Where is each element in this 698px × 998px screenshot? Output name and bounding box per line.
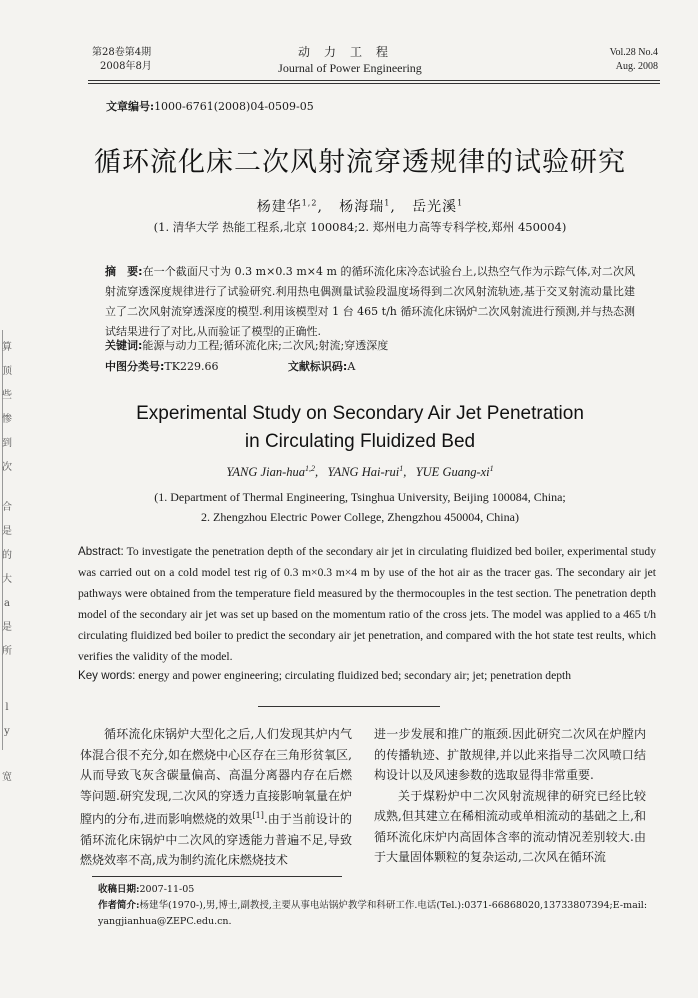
edge-char: y	[4, 726, 10, 737]
abstract-cn	[105, 262, 635, 342]
article-number-label: 文章编号:	[106, 100, 155, 113]
edge-char: 顶	[2, 366, 12, 377]
received-value: 2007-11-05	[139, 884, 195, 895]
body-paragraph: 进一步发展和推广的瓶颈.因此研究二次风在炉膛内的传播轨迹、扩散规律,并以此来指导二次风喷口结构设计以及风速参数的选取显得非常重要.	[374, 727, 646, 782]
keywords-en	[78, 669, 658, 682]
author-bio	[98, 898, 658, 914]
author-sup: 1	[489, 464, 494, 473]
author-sup: 1	[384, 198, 391, 208]
footnote-rule	[92, 876, 342, 877]
author-name: YUE Guang-xi	[415, 465, 490, 480]
abstract-cn-label: 摘 要:	[105, 265, 143, 278]
citation-ref: [1]	[252, 811, 264, 820]
footnote	[98, 882, 658, 930]
author-name: YANG Hai-rui	[327, 465, 400, 480]
edge-char: a	[4, 598, 10, 609]
journal-name	[250, 44, 450, 76]
edge-char: 大	[2, 574, 12, 585]
authors-en: YANG Jian-hua$^{1,2}$, YANG Hai-rui$^1$, YUE Guang-$xi^1$	[226, 464, 494, 480]
keywords-cn-label: 关键词:	[105, 339, 143, 352]
received-date	[98, 882, 658, 898]
paper-title-cn: 循环流化床二次风射流穿透规律的试验研究	[94, 147, 626, 178]
edge-char: 是	[2, 622, 12, 633]
volume-issue-en: Vol.28 No.4	[609, 47, 658, 58]
edge-char: l	[5, 702, 9, 713]
doc-code-label: 文献标识码:	[287, 360, 348, 373]
title-en-line: in Circulating Fluidized Bed	[244, 431, 476, 452]
header-volume-en	[540, 46, 658, 74]
binding-edge-text	[0, 340, 14, 786]
author-sup: 1,2	[304, 464, 315, 473]
date-cn: 2008年8月	[100, 61, 152, 72]
author-email: yangjianhua@ZEPC.edu.cn.	[98, 916, 232, 927]
authors-cn: 杨建华$^{1,2}$, 杨海瑞$^1$, 岳光溪$^1$	[256, 198, 464, 215]
edge-char: 惨	[2, 414, 12, 425]
article-number	[106, 98, 314, 114]
paper-title-en	[80, 400, 640, 456]
author-name: 杨建华	[256, 199, 302, 215]
author-sup: 1	[457, 198, 464, 208]
section-separator	[258, 706, 440, 707]
edge-char: 的	[2, 550, 12, 561]
edge-char: 所	[2, 646, 12, 657]
author-name: 岳光溪	[412, 199, 458, 215]
doc-code-value: A	[347, 360, 356, 373]
keywords-cn-text: 能源与动力工程;循环流化床;二次风;射流;穿透深度	[142, 339, 389, 352]
abstract-en-label: Abstract:	[78, 545, 124, 558]
edge-char: 些	[2, 390, 12, 401]
volume-issue-cn: 第28卷第4期	[92, 47, 152, 58]
received-label: 收稿日期:	[98, 884, 140, 895]
journal-name-en: Journal of Power Engineering	[278, 61, 422, 75]
author-bio-label: 作者简介:	[98, 900, 140, 911]
body-text: .由于当前设计的循环流化床锅炉中二次风的穿透能力普遍不足,导致燃烧效率不高,成为制约流化床燃烧技术	[80, 812, 352, 867]
body-text: 循环流化床锅炉大型化之后,人们发现其炉内气体混合很不充分,如在燃烧中心区存在三角形贫氧区,从而导致飞灰含碳量偏高、高温分离器内存在后燃等问题.研究发现,二次风的穿透力直接影响氧量在炉膛内的分布,进而影响燃烧的效果	[80, 727, 352, 826]
keywords-cn	[105, 337, 635, 353]
author-bio-text: 杨建华(1970-),男,博士,副教授,主要从事电站锅炉教学和科研工作.电话(Tel.):0371-66868020,13733807394;E-mail:	[139, 900, 648, 911]
journal-name-cn: 动力工程	[297, 45, 402, 59]
body-column-right	[374, 724, 646, 868]
date-en: Aug. 2008	[615, 61, 658, 72]
edge-char: 宽	[2, 772, 12, 783]
affiliation-en	[80, 487, 640, 527]
edge-char: 是	[2, 526, 12, 537]
edge-char: 合	[2, 502, 12, 513]
keywords-en-text: energy and power engineering; circulating fluidized bed; secondary air; jet; penetration depth	[138, 669, 572, 682]
clc-value: TK229.66	[164, 360, 219, 373]
author-name: 杨海瑞	[339, 199, 385, 215]
author-sup: 1	[399, 464, 404, 473]
clc-label: 中图分类号:	[105, 360, 165, 373]
edge-char: 算	[2, 342, 12, 353]
edge-char: 到	[2, 438, 12, 449]
title-en-line: Experimental Study on Secondary Air Jet Penetration	[136, 403, 584, 424]
abstract-en	[78, 541, 656, 667]
abstract-cn-text: 在一个截面尺寸为 0.3 m×0.3 m×4 m 的循环流化床冷态试验台上,以热空气作为示踪气体,对二次风射流穿透深度规律进行了试验研究.利用热电偶测量试验段温度场得到二次风射流轨迹,基于交叉射流动量比建立了二次风射流穿透深度的模型.利用该模型对 1 台 465 t/h 循环流化床锅炉二次风射流进行预测,并与热态测试结果进行了对比,从而验证了模型的正确性.	[105, 265, 636, 338]
keywords-en-label: Key words:	[78, 669, 136, 682]
body-column-left	[80, 724, 352, 871]
header-rule-thin	[88, 83, 660, 84]
affiliation-en-line: (1. Department of Thermal Engineering, Tsinghua University, Beijing 100084, China;	[154, 490, 566, 504]
body-paragraph: 关于煤粉炉中二次风射流规律的研究已经比较成熟,但其建立在稀相流动或单相流动的基础之上,和循环流化床炉内高固体含率的流动情况差别较大.由于大量固体颗粒的复杂运动,二次风在循环流	[374, 788, 646, 864]
article-number-value: 1000-6761(2008)04-0509-05	[154, 100, 314, 113]
affiliation-cn: (1. 清华大学 热能工程系,北京 100084;2. 郑州电力高等专科学校,郑州 450004)	[153, 220, 567, 234]
author-sup: 1,2	[301, 198, 318, 208]
header-volume-cn	[92, 46, 152, 74]
author-name: YANG Jian-hua	[226, 465, 305, 480]
abstract-en-text: To investigate the penetration depth of the secondary air jet in circulating fluidized bed boiler, experimental study was carried out on a cold model test rig of 0.3 m×0.3 m×4 m by use of the hot air as the tracer gas. The secondary air jet pathways were obtained from the temperature field measured by the thermocouples in the test section. The penetration depth model of the secondary air jet was set up based on the momentum ratio of the cross jets. The model was applied to a 465 t/h circulating fluidized bed boiler to predict the secondary air jet penetration, and compared with the hot state test reults, which verifies the validity of the model.	[78, 545, 656, 663]
classification	[105, 358, 635, 374]
affiliation-en-line: 2. Zhengzhou Electric Power College, Zhengzhou 450004, China)	[201, 510, 519, 524]
edge-char: 次	[2, 462, 12, 473]
header-rule	[88, 80, 660, 81]
